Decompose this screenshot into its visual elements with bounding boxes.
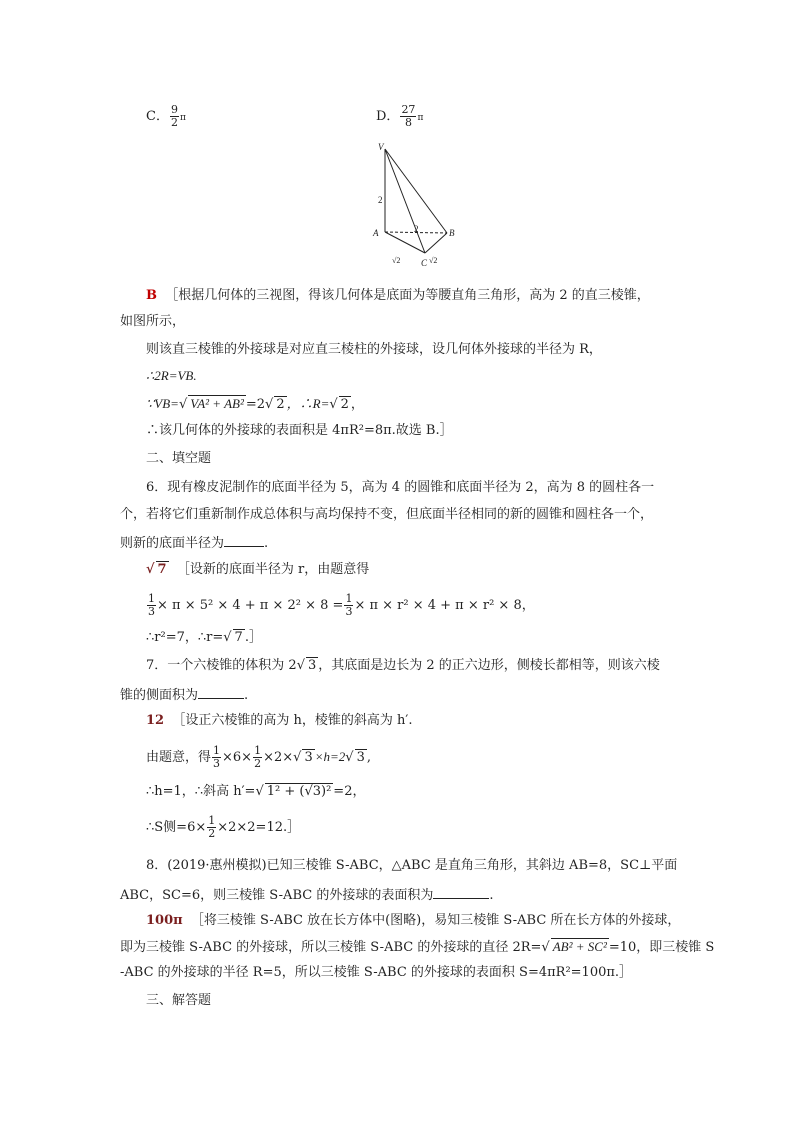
q6-frac-2-num: 1 bbox=[345, 592, 353, 605]
q8-answer-line bbox=[146, 911, 680, 931]
q7-eq-b: ×6× bbox=[222, 750, 253, 765]
edge-vc bbox=[385, 149, 425, 253]
edge-cb bbox=[425, 233, 447, 253]
q5-line-1-text: ［根据几何体的三视图，得该几何体是底面为等腰直角三角形，高为 2 的直三棱锥， bbox=[165, 288, 650, 303]
q6-line-3-text: 则新的底面半径为 bbox=[120, 536, 225, 551]
pyramid-figure bbox=[370, 140, 470, 270]
q8-line-2 bbox=[120, 884, 493, 906]
option-d-label: D． bbox=[376, 109, 400, 124]
option-d-pi: π bbox=[417, 113, 424, 123]
q7-line-2 bbox=[120, 684, 248, 706]
label-b: B bbox=[449, 228, 455, 238]
option-d-fraction bbox=[400, 104, 416, 129]
q7-frac-3 bbox=[207, 815, 216, 840]
q5-eq-b: =2 bbox=[245, 397, 266, 412]
option-c-fraction bbox=[170, 104, 179, 129]
q7-slant-a: ∴h=1，∴斜高 h′= bbox=[146, 784, 256, 799]
option-c-num: 9 bbox=[170, 103, 178, 116]
q7-frac-2-den: 2 bbox=[254, 757, 262, 770]
q5-answer: B bbox=[146, 288, 157, 303]
option-d bbox=[376, 104, 423, 129]
q6-line-2: 个，若将它们重新制作成总体积与高均保持不变，但底面半径相同的新的圆锥和圆柱各一个， bbox=[120, 507, 654, 522]
q5-rad-2: 2 bbox=[276, 397, 285, 412]
q8-line-1: 8．(2019·惠州模拟)已知三棱锥 S-ABC，△ABC 是直角三角形，其斜边 AB=8，SC⊥平面 bbox=[146, 858, 678, 873]
q7-line-2-end: . bbox=[244, 688, 249, 703]
q7-answer: 12 bbox=[146, 713, 165, 728]
q7-area-a: ∴S侧=6× bbox=[146, 820, 207, 835]
option-c-den: 2 bbox=[170, 116, 178, 129]
q8-answer: 100π bbox=[146, 913, 183, 928]
q7-frac-2-num: 1 bbox=[254, 744, 262, 757]
q7-line-1: 7．一个六棱锥的体积为 2√ 3 ，其底面是边长为 2 的正六边形，侧棱长都相等，则该六棱 bbox=[146, 658, 660, 673]
option-d-den: 8 bbox=[404, 116, 412, 129]
q7-line-1-a: 7．一个六棱锥的体积为 2 bbox=[146, 658, 297, 673]
q6-line-1: 6．现有橡皮泥制作的底面半径为 5，高为 4 的圆锥和底面半径为 2，高为 8 的圆柱各一 bbox=[146, 480, 655, 495]
q6-line-3-end: . bbox=[264, 536, 269, 551]
q6-answer-text: ［设新的底面半径为 r，由题意得 bbox=[176, 562, 370, 577]
q7-eq-rad: 3 bbox=[304, 750, 313, 765]
q8-answer-text-1: ［将三棱锥 S-ABC 放在长方体中(图略)，易知三棱锥 S-ABC 所在长方体的外接球， bbox=[190, 913, 681, 928]
q6-eq-part-1: × π × 5² × 4 + π × 2² × 8 = bbox=[157, 598, 344, 613]
q6-frac-1 bbox=[147, 593, 156, 618]
q6-frac-2 bbox=[344, 593, 353, 618]
q7-line-1-b: ，其底面是边长为 2 的正六边形，侧棱长都相等，则该六棱 bbox=[318, 658, 660, 673]
q6-conclusion-end: .］ bbox=[244, 630, 262, 645]
option-c-pi: π bbox=[179, 113, 186, 123]
label-a: A bbox=[373, 228, 379, 238]
q6-frac-2-den: 3 bbox=[345, 605, 353, 618]
q7-eq-end: , bbox=[366, 750, 371, 765]
q6-answer-line bbox=[146, 560, 369, 580]
q8-answer-2a: 即为三棱锥 S-ABC 的外接球，所以三棱锥 S-ABC 的外接球的直径 2R= bbox=[120, 940, 542, 955]
q7-answer-text: ［设正六棱锥的高为 h，棱锥的斜高为 h′. bbox=[172, 713, 413, 728]
q8-answer-blank bbox=[433, 884, 489, 899]
q7-frac-1-num: 1 bbox=[213, 744, 221, 757]
section-solve: 三、解答题 bbox=[146, 993, 212, 1008]
q5-eq-end: ， bbox=[350, 397, 364, 412]
label-v: V bbox=[378, 142, 384, 152]
option-c-label: C． bbox=[146, 109, 169, 124]
q8-answer-line-2: 即为三棱锥 S-ABC 的外接球，所以三棱锥 S-ABC 的外接球的直径 2R=√ AB² + SC² =10，即三棱锥 S bbox=[120, 939, 715, 955]
q7-slant-rad: 1² + (√3)² bbox=[266, 784, 332, 799]
q6-equation bbox=[146, 593, 535, 618]
q6-answer-rad: 7 bbox=[157, 562, 167, 577]
q8-answer-line-3: -ABC 的外接球的半径 R=5，所以三棱锥 S-ABC 的外接球的表面积 S=4πR²=100π.］ bbox=[120, 965, 633, 980]
q5-radicand: VA² + AB² bbox=[190, 396, 244, 411]
q6-frac-1-den: 3 bbox=[148, 605, 155, 618]
q8-answer-rad: AB² + SC² bbox=[552, 939, 607, 954]
q7-area bbox=[146, 815, 300, 840]
label-va-length: 2 bbox=[378, 195, 383, 205]
label-mid-length: 2 bbox=[414, 224, 419, 234]
q7-eq-c: ×2× bbox=[263, 750, 294, 765]
q5-line-1 bbox=[146, 286, 650, 306]
q7-answer-line bbox=[146, 711, 412, 731]
q6-conclusion: ∴r²=7，∴r=√ 7 .］ bbox=[146, 630, 262, 645]
q7-frac-1 bbox=[212, 745, 221, 770]
section-fill-blank: 二、填空题 bbox=[146, 451, 212, 466]
q7-eq-rad-2: 3 bbox=[356, 750, 365, 765]
q6-answer-blank bbox=[224, 532, 264, 547]
option-c bbox=[146, 104, 186, 129]
q5-eq-lhs: ∵VB= bbox=[146, 396, 179, 411]
option-d-num: 27 bbox=[401, 103, 416, 116]
q6-conclusion-rad: 7 bbox=[234, 630, 243, 645]
label-c: C bbox=[421, 258, 428, 268]
q7-slant-b: =2， bbox=[333, 784, 366, 799]
q5-eq-d: ，∴R= bbox=[286, 396, 330, 411]
q7-eq-a: 由题意，得 bbox=[146, 750, 212, 765]
q5-line-5: ∵VB=√ VA² + AB² =2√ 2 ，∴R=√ 2 ， bbox=[146, 396, 364, 412]
label-ac-length: √2 bbox=[392, 256, 401, 265]
q5-rad-3: 2 bbox=[340, 397, 349, 412]
q5-line-3: 则该直三棱锥的外接球是对应直三棱柱的外接球，设几何体外接球的半径为 R， bbox=[146, 342, 602, 357]
label-cb-length: √2 bbox=[429, 256, 438, 265]
q7-slant-height: ∴h=1，∴斜高 h′=√ 1² + (√3)² =2， bbox=[146, 784, 366, 799]
edge-vb bbox=[385, 149, 447, 233]
q7-frac-1-den: 3 bbox=[213, 757, 221, 770]
q6-frac-1-num: 1 bbox=[148, 592, 155, 605]
q5-line-4: ∴2R=VB. bbox=[146, 368, 197, 383]
q6-conclusion-text: ∴r²=7，∴r= bbox=[146, 630, 224, 645]
q8-line-2-end: . bbox=[489, 888, 494, 903]
q7-line-1-rad: 3 bbox=[307, 658, 317, 673]
q7-frac-3-den: 2 bbox=[208, 827, 216, 840]
q7-frac-2 bbox=[253, 745, 262, 770]
q7-frac-3-num: 1 bbox=[208, 814, 216, 827]
q7-line-2-text: 锥的侧面积为 bbox=[120, 688, 199, 703]
q6-eq-part-2: × π × r² × 4 + π × r² × 8， bbox=[354, 598, 535, 613]
q7-equation: 由题意，得 $\frac{1}{3}$ ×6× $\frac{1}{2}$ ×2×√ 3 ×h=2√ 3 , bbox=[146, 744, 371, 770]
q7-area-b: ×2×2=12.］ bbox=[217, 820, 301, 835]
q6-answer: √ 7 bbox=[146, 562, 167, 577]
q5-line-6: ∴该几何体的外接球的表面积是 4πR²=8π.故选 B.］ bbox=[146, 423, 453, 438]
q6-line-3 bbox=[120, 532, 268, 554]
q7-answer-blank bbox=[198, 684, 244, 699]
q7-eq-d: ×h=2 bbox=[314, 749, 346, 764]
q8-answer-2b: =10，即三棱锥 S bbox=[608, 940, 715, 955]
q5-line-2: 如图所示， bbox=[120, 314, 186, 329]
edge-ac bbox=[385, 232, 425, 253]
q8-line-2-text: ABC，SC=6，则三棱锥 S-ABC 的外接球的表面积为 bbox=[120, 888, 434, 903]
